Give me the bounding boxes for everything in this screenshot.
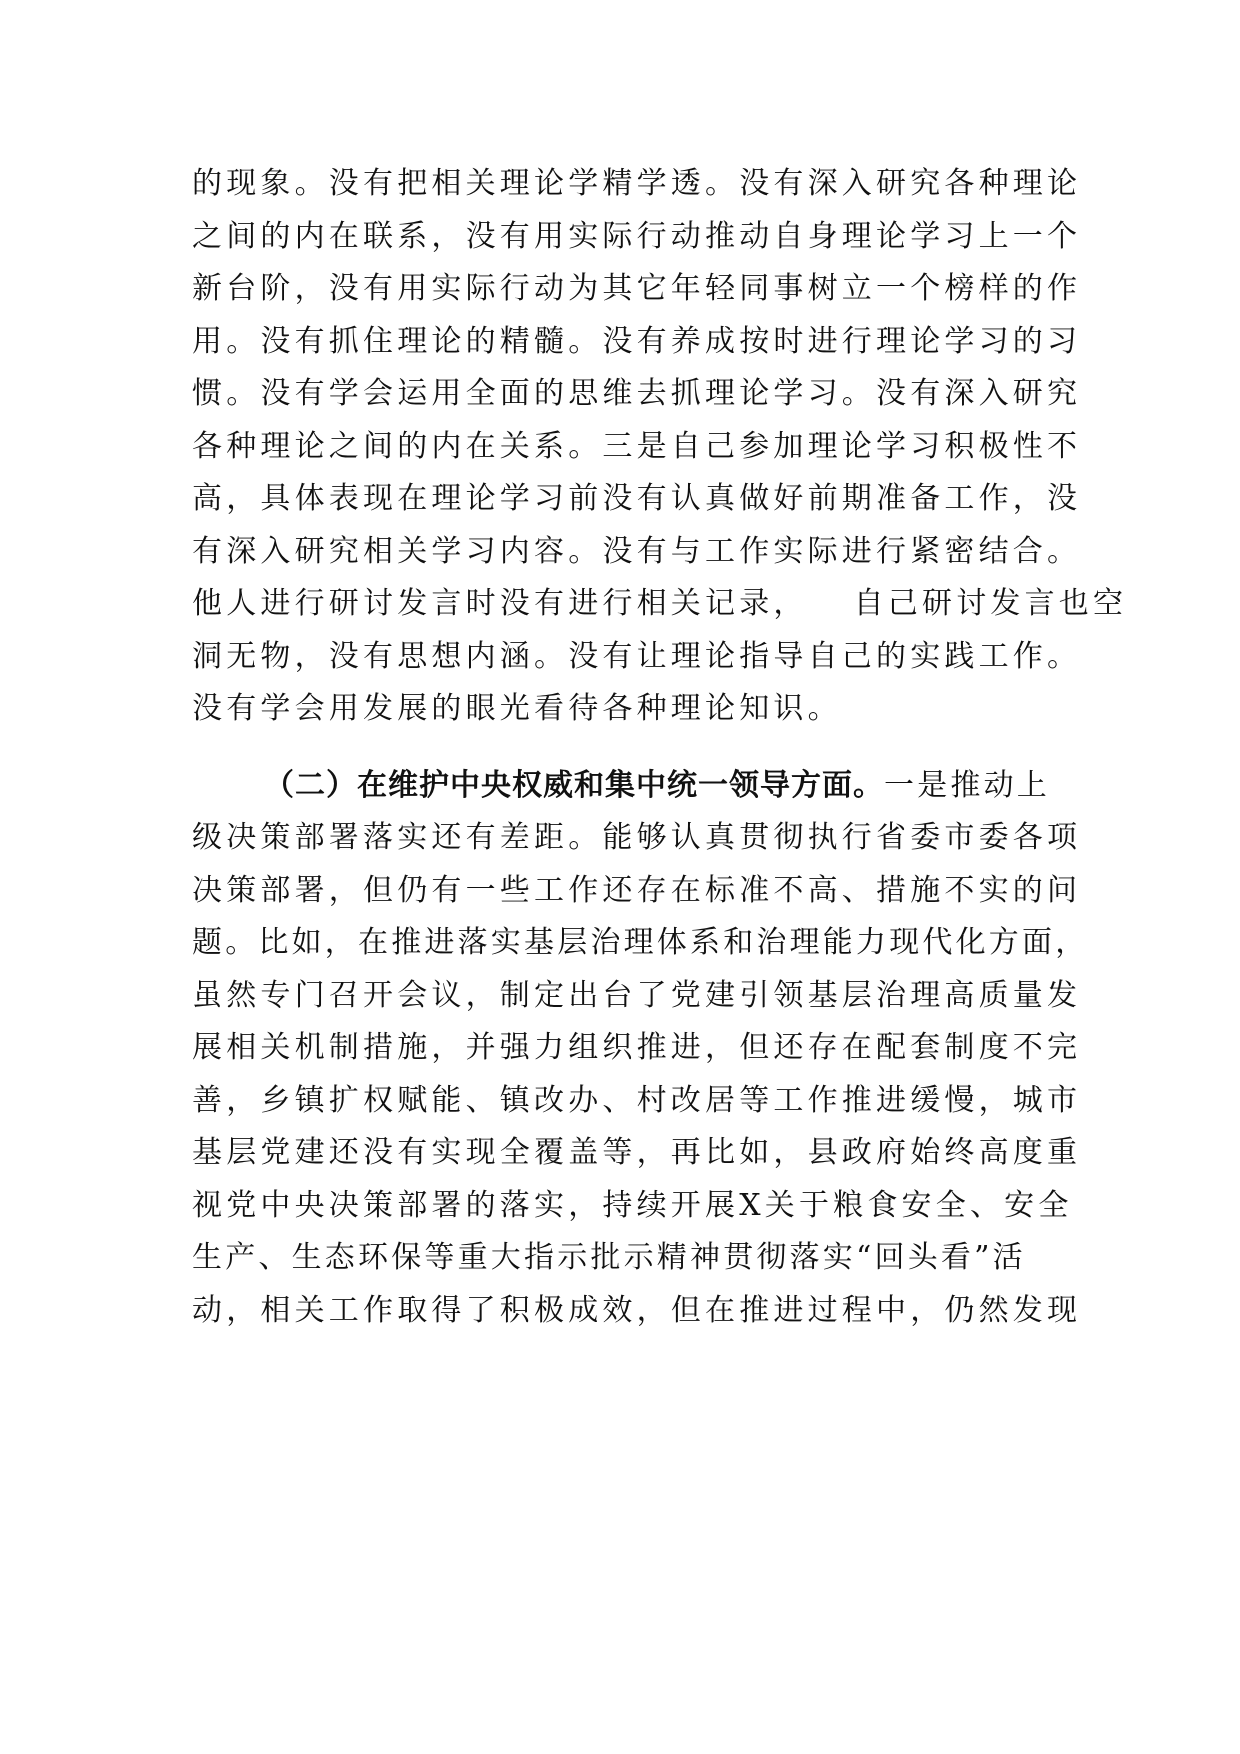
paragraph-2-line-3: 决策部署，但仍有一些工作还存在标准不高、措施不实的问 [192, 872, 1082, 908]
paragraph-1-line-9 [192, 578, 1128, 631]
paragraph-1-line-8: 有深入研究相关学习内容。没有与工作实际进行紧密结合。 [192, 533, 1082, 569]
paragraph-2-line-6: 展相关机制措施，并强力组织推进，但还存在配套制度不完 [192, 1030, 1082, 1065]
paragraph-1-line-7: 高，具体表现在理论学习前没有认真做好前期准备工作，没 [192, 481, 1082, 516]
paragraph-2-line-4: 题。比如，在推进落实基层治理体系和治理能力现代化方面， [192, 925, 1089, 960]
paragraph-2-line-7: 善，乡镇扩权赋能、镇改办、村改居等工作推进缓慢，城市 [192, 1082, 1082, 1118]
paragraph-1-line-2: 之间的内在联系，没有用实际行动推动自身理论学习上一个 [192, 218, 1082, 254]
paragraph-2-line-11: 动，相关工作取得了积极成效，但在推进过程中，仍然发现 [192, 1292, 1082, 1328]
paragraph-1-line-9-part-a: 他人进行研讨发言时没有进行相关记录， [192, 586, 808, 621]
paragraph-1-line-1: 的现象。没有把相关理论学精学透。没有深入研究各种理论 [192, 166, 1082, 201]
paragraph-1-line-5: 惯。没有学会运用全面的思维去抓理论学习。没有深入研究 [192, 376, 1082, 411]
paragraph-1-line-10: 洞无物，没有思想内涵。没有让理论指导自己的实践工作。 [192, 638, 1082, 674]
paragraph-2-line-1 [192, 760, 1062, 813]
paragraph-1-line-4: 用。没有抓住理论的精髓。没有养成按时进行理论学习的习 [192, 323, 1082, 359]
paragraph-2-line-8: 基层党建还没有实现全覆盖等，再比如，县政府始终高度重 [192, 1135, 1082, 1170]
paragraph-1-line-9-part-b: 自己研讨发言也空 [853, 586, 1128, 621]
paragraph-1-line-3: 新台阶，没有用实际行动为其它年轻同事树立一个榜样的作 [192, 271, 1082, 306]
paragraph-1-line-11: 没有学会用发展的眼光看待各种理论知识。 [192, 691, 842, 726]
paragraph-2-line-5: 虽然专门召开会议，制定出台了党建引领基层治理高质量发 [192, 977, 1082, 1013]
paragraph-2-line-2: 级决策部署落实还有差距。能够认真贯彻执行省委市委各项 [192, 820, 1082, 855]
body-text [192, 158, 1128, 1337]
paragraph-2-line-10: 生产、生态环保等重大指示批示精神贯彻落实“回头看”活 [192, 1240, 1026, 1275]
paragraph-2-line-9: 视党中央决策部署的落实，持续开展X关于粮食安全、安全 [192, 1187, 1073, 1223]
section-heading: （二）在维护中央权威和集中统一领导方面。 [264, 767, 884, 803]
paragraph-2-first-line-text: 一是推动上 [884, 767, 1050, 803]
paragraph-1-line-6: 各种理论之间的内在关系。三是自己参加理论学习积极性不 [192, 428, 1082, 464]
